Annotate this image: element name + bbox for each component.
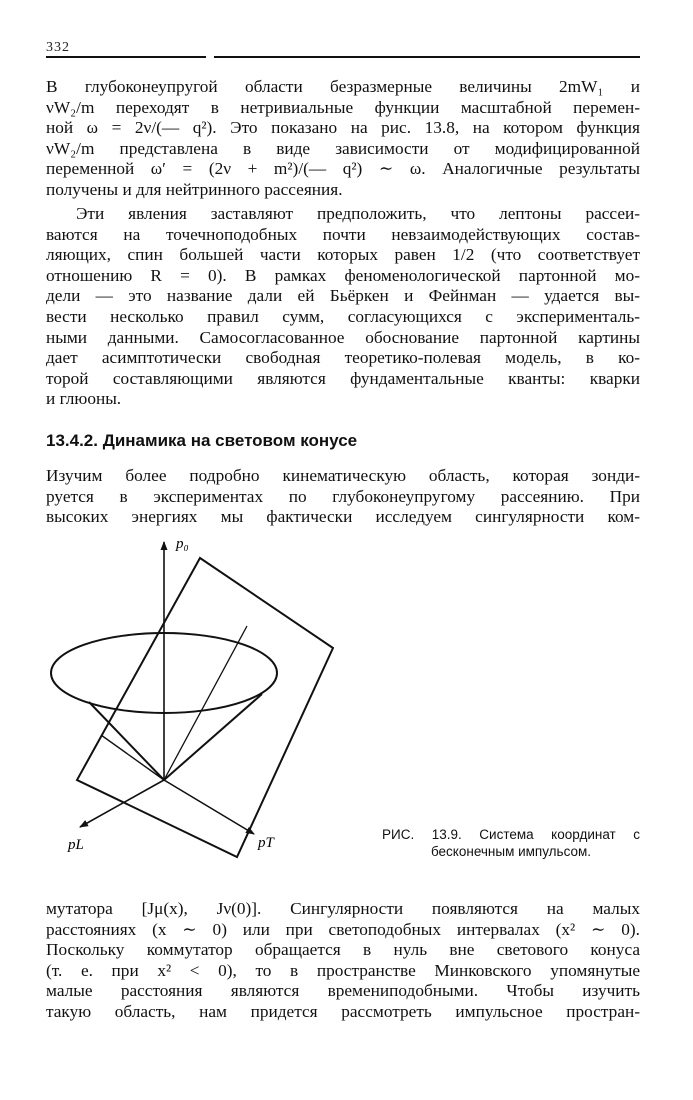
null-plane bbox=[77, 558, 333, 857]
caption-line: РИС. 13.9. Система координат с bbox=[382, 827, 640, 842]
text-line: малые расстояния являются времениподобными. Чтобы изучить bbox=[46, 981, 640, 1001]
text-line: ной ω = 2ν/(— q²). Это показано на рис. 13.8, на котором функция bbox=[46, 118, 640, 138]
header-rule bbox=[214, 56, 640, 58]
text-line: дели — это название дали ей Бьёркен и Фейнман — удается вы- bbox=[46, 286, 640, 306]
text-line: расстояниях (x ∼ 0) или при светоподобных интервалах (x² ∼ 0). bbox=[46, 919, 640, 939]
text-line: В глубоконеупругой области безразмерные величины 2mW₁ и bbox=[46, 77, 640, 96]
text-line: νW₂/m представлена в виде зависимости от модифицированной bbox=[46, 138, 640, 158]
paragraph bbox=[46, 466, 640, 528]
paragraph bbox=[46, 204, 640, 410]
text-line: дает асимптотически свободная теоретико-полевая модель, в ко- bbox=[46, 348, 640, 368]
text-line: вести несколько правил сумм, согласующихся с эксперименталь- bbox=[46, 306, 640, 326]
text-line: высоких энергиях мы фактически исследуем сингулярности ком- bbox=[46, 507, 640, 527]
pL-axis bbox=[101, 735, 164, 780]
text-line: переменной ω′ = (2ν + m²)/(— q²) ∼ ω. Аналогичные результаты bbox=[46, 159, 640, 179]
caption-line: бесконечным импульсом. bbox=[430, 844, 592, 859]
header-rule bbox=[46, 56, 206, 58]
figure-caption bbox=[382, 826, 640, 860]
section-heading: 13.4.2. Динамика на световом конусе bbox=[46, 431, 358, 450]
text-line: ляющих, спин большей части которых равен 1/2 (что соответствует bbox=[46, 245, 640, 265]
text-line: Поскольку коммутатор обращается в нуль вне светового конуса bbox=[46, 940, 640, 960]
text-line: получены и для нейтринного рассеяния. bbox=[46, 179, 343, 199]
text-line: ными данными. Самосогласованное обоснование партонной картины bbox=[46, 327, 640, 347]
cone-generator bbox=[164, 626, 247, 780]
cone-side bbox=[164, 694, 262, 780]
text-line: такую область, нам придется рассмотреть импульсное простран- bbox=[46, 1001, 640, 1021]
p0-axis-label: p₀ bbox=[176, 536, 189, 552]
pT-axis bbox=[164, 780, 254, 834]
text-line: Изучим более подробно кинематическую область, которая зонди- bbox=[46, 466, 640, 485]
page-number: 332 bbox=[46, 40, 70, 55]
text-line: νW₂/m переходят в нетривиальные функции масштабной перемен- bbox=[46, 97, 640, 117]
text-line: руется в экспериментах по глубоконеупругому рассеянию. При bbox=[46, 486, 640, 506]
text-line: (т. е. при x² < 0), то в пространстве Минковского упомянутые bbox=[46, 960, 640, 980]
paragraph bbox=[46, 77, 640, 201]
light-cone-figure bbox=[0, 530, 693, 870]
paragraph bbox=[46, 899, 640, 1023]
text-line: торой составляющими являются фундаментальные кванты: кварки bbox=[46, 368, 640, 388]
text-line: ваются на точечноподобных почти невзаимодействующих состав- bbox=[46, 224, 640, 244]
text-line: и глюоны. bbox=[46, 389, 122, 409]
text-line: мутатора [Jμ(x), Jν(0)]. Сингулярности появляются на малых bbox=[46, 899, 640, 918]
pT-axis-label: pT bbox=[258, 835, 274, 851]
pL-axis-label: pL bbox=[68, 837, 84, 853]
text-line: Эти явления заставляют предположить, что лептоны рассеи- bbox=[76, 204, 640, 223]
text-line: отношению R = 0). В рамках феноменологической партонной мо- bbox=[46, 265, 640, 285]
